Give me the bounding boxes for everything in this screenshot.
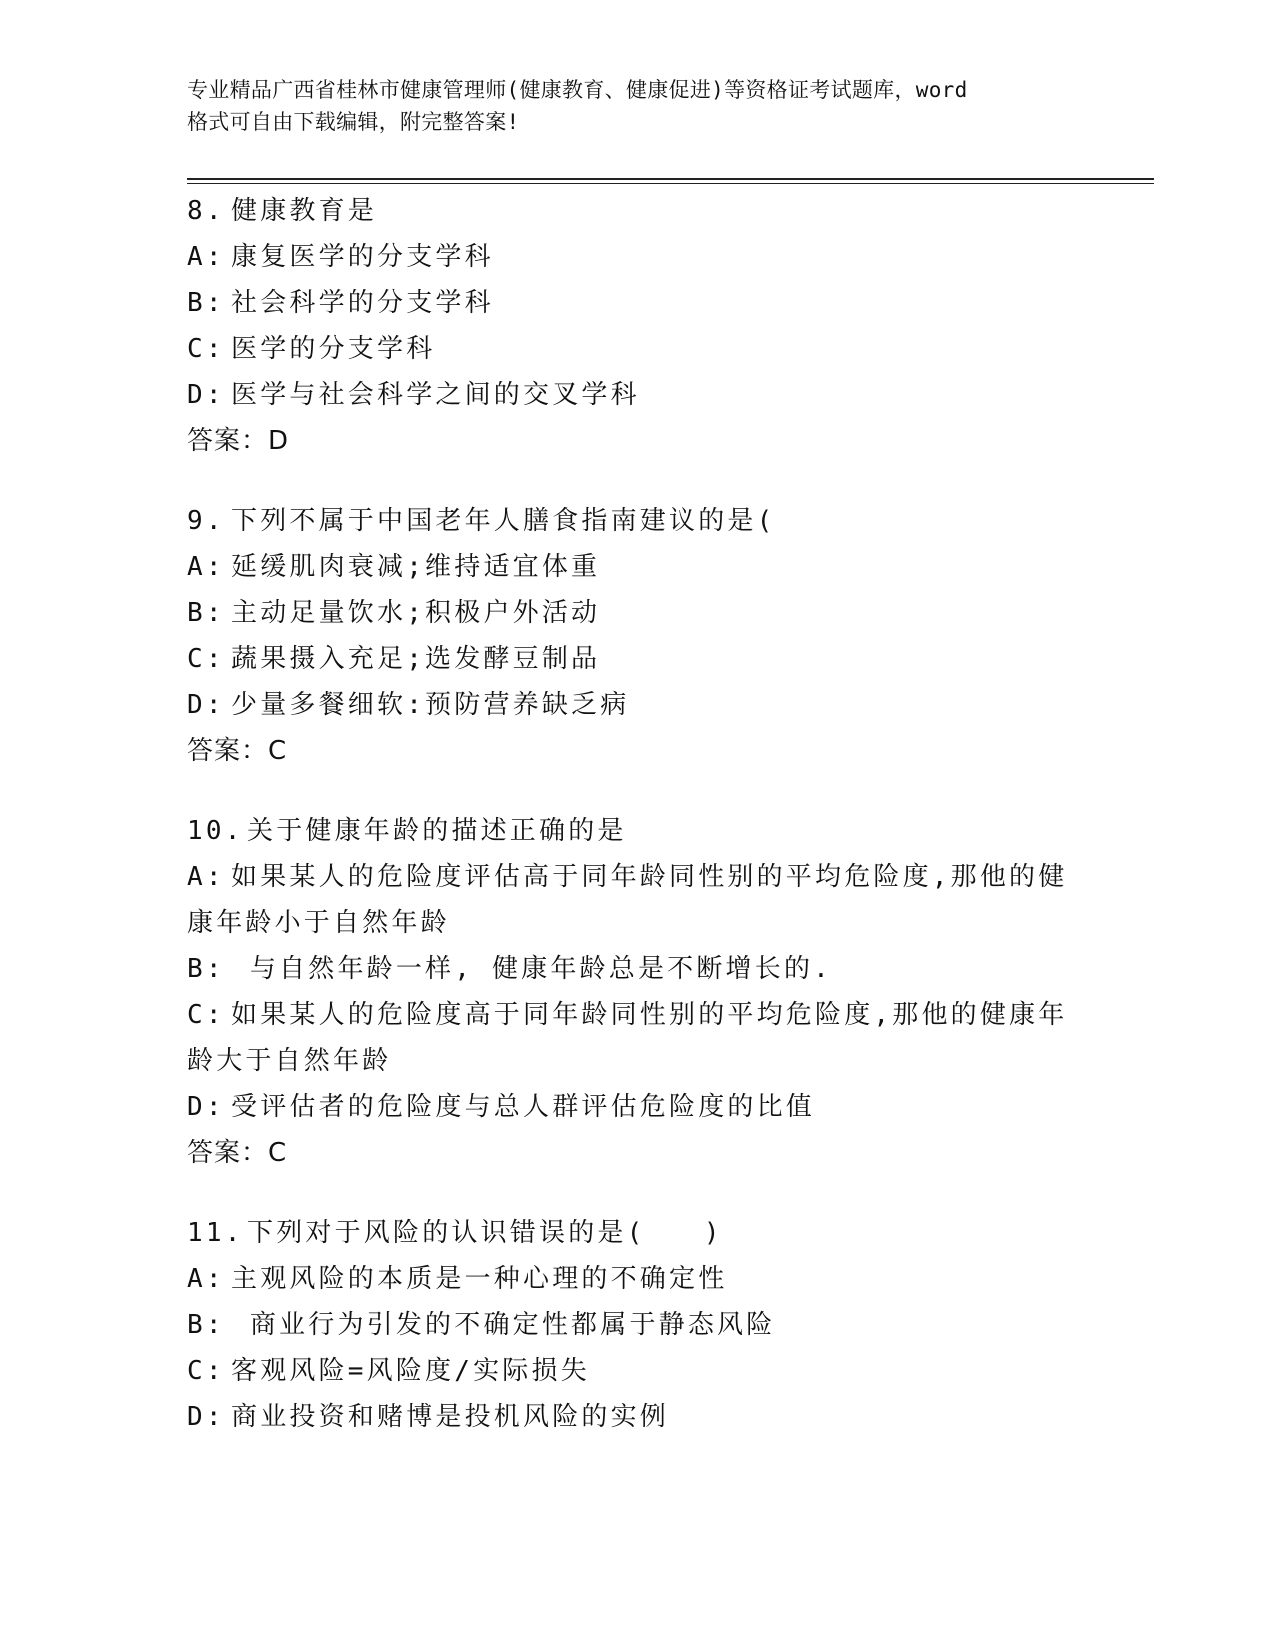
question-text: 健康教育是 — [231, 196, 378, 226]
document-header — [187, 74, 1087, 138]
question-stem — [187, 1210, 1087, 1256]
option-key: B: — [187, 288, 225, 318]
question-stem — [187, 498, 1087, 544]
header-divider-thin — [187, 183, 1154, 184]
question-item — [187, 1210, 1087, 1440]
option-b — [187, 280, 1087, 326]
option-a — [187, 234, 1087, 280]
answer-value: D — [268, 426, 290, 456]
option-key: A: — [187, 862, 225, 892]
option-text: 医学与社会科学之间的交叉学科 — [231, 380, 640, 410]
option-key: C: — [187, 644, 225, 674]
option-text: 受评估者的危险度与总人群评估危险度的比值 — [231, 1092, 816, 1122]
answer-value: C — [268, 736, 288, 766]
option-key: B: — [187, 954, 225, 984]
option-key: C: — [187, 1356, 225, 1386]
option-c — [187, 326, 1087, 372]
option-c — [187, 1348, 1087, 1394]
answer-value: C — [268, 1138, 288, 1168]
option-b — [187, 590, 1087, 636]
answer-line — [187, 728, 1087, 774]
option-text: 蔬果摄入充足;选发酵豆制品 — [231, 644, 601, 674]
option-b — [187, 1302, 1087, 1348]
question-number: 8. — [187, 196, 225, 226]
option-a — [187, 854, 1087, 900]
option-c — [187, 636, 1087, 682]
answer-line — [187, 418, 1087, 464]
option-key: B: — [187, 598, 225, 628]
question-stem — [187, 188, 1087, 234]
question-item — [187, 498, 1087, 774]
option-key: C: — [187, 1000, 225, 1030]
question-stem — [187, 808, 1087, 854]
option-text: 主动足量饮水;积极户外活动 — [231, 598, 601, 628]
answer-label: 答案： — [187, 1138, 269, 1168]
option-text: 社会科学的分支学科 — [231, 288, 494, 318]
option-text: 康复医学的分支学科 — [231, 242, 494, 272]
question-text: 关于健康年龄的描述正确的是 — [247, 816, 627, 846]
option-a — [187, 544, 1087, 590]
option-text: 如果某人的危险度评估高于同年龄同性别的平均危险度,那他的健 — [231, 862, 1068, 892]
option-text: 商业行为引发的不确定性都属于静态风险 — [231, 1310, 776, 1340]
option-key: D: — [187, 690, 225, 720]
option-key: C: — [187, 334, 225, 364]
option-d — [187, 1394, 1087, 1440]
question-text: 下列对于风险的认识错误的是( ) — [247, 1218, 723, 1248]
option-key: A: — [187, 242, 225, 272]
option-text: 与自然年龄一样, 健康年龄总是不断增长的. — [231, 954, 833, 984]
question-item — [187, 808, 1087, 1176]
option-d — [187, 372, 1087, 418]
option-text: 商业投资和赌博是投机风险的实例 — [231, 1402, 670, 1432]
option-text: 如果某人的危险度高于同年龄同性别的平均危险度,那他的健康年 — [231, 1000, 1068, 1030]
answer-label: 答案： — [187, 736, 269, 766]
option-text: 延缓肌肉衰减;维持适宜体重 — [231, 552, 601, 582]
option-key: D: — [187, 380, 225, 410]
header-divider-thick — [187, 178, 1154, 180]
option-text: 少量多餐细软:预防营养缺乏病 — [231, 690, 630, 720]
option-d — [187, 682, 1087, 728]
answer-label: 答案： — [187, 426, 269, 456]
option-key: A: — [187, 552, 225, 582]
option-c — [187, 992, 1087, 1038]
header-line-2: 格式可自由下载编辑，附完整答案! — [187, 110, 520, 134]
question-number: 10. — [187, 816, 244, 846]
option-text: 医学的分支学科 — [231, 334, 436, 364]
option-key: D: — [187, 1402, 225, 1432]
question-item — [187, 188, 1087, 464]
question-number: 11. — [187, 1218, 244, 1248]
option-text: 主观风险的本质是一种心理的不确定性 — [231, 1264, 728, 1294]
option-b — [187, 946, 1087, 992]
option-d — [187, 1084, 1087, 1130]
option-key: B: — [187, 1310, 225, 1340]
option-key: D: — [187, 1092, 225, 1122]
question-number: 9. — [187, 506, 225, 536]
option-text: 客观风险=风险度/实际损失 — [231, 1356, 590, 1386]
option-a — [187, 1256, 1087, 1302]
question-text: 下列不属于中国老年人膳食指南建议的是( — [231, 506, 776, 536]
answer-line — [187, 1130, 1087, 1176]
question-list — [187, 188, 1087, 1474]
option-c-continued: 龄大于自然年龄 — [187, 1046, 392, 1076]
option-a-continued: 康年龄小于自然年龄 — [187, 908, 450, 938]
option-key: A: — [187, 1264, 225, 1294]
header-line-1: 专业精品广西省桂林市健康管理师(健康教育、健康促进)等资格证考试题库，word — [187, 78, 968, 102]
